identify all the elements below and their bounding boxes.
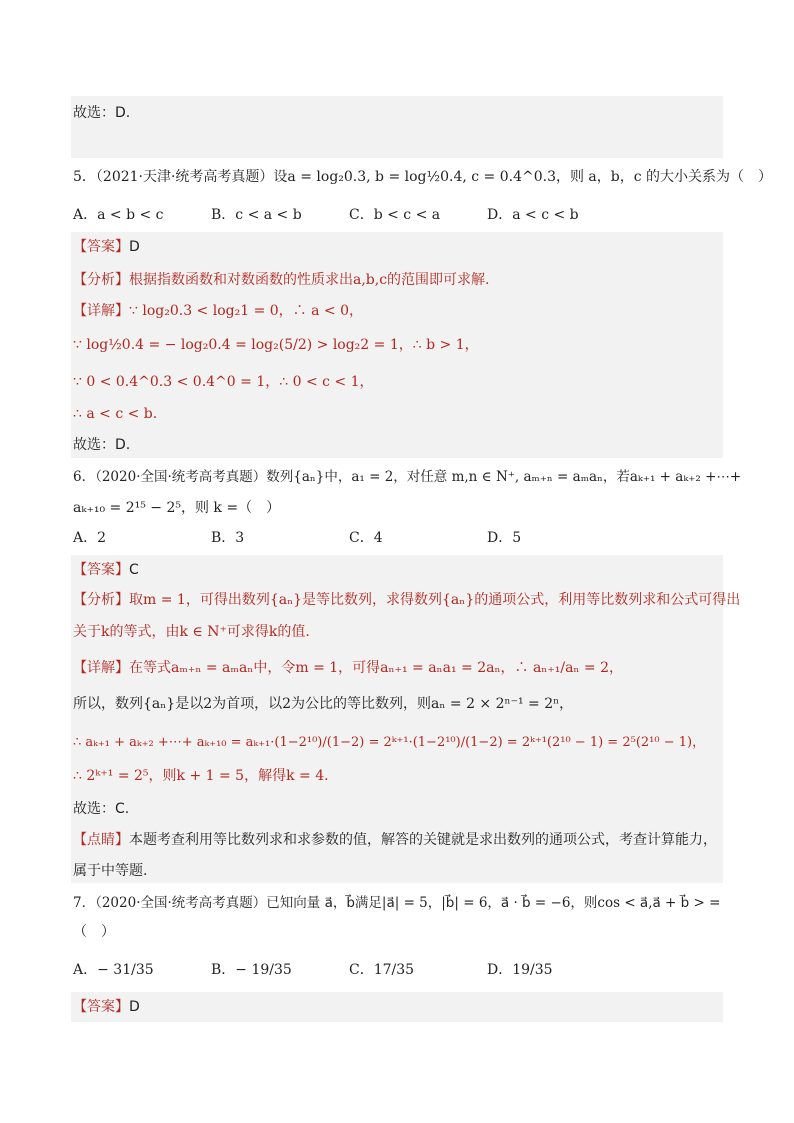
q6-detail-line-4: ∴ 2ᵏ⁺¹ = 2⁵，则k + 1 = 5，解得k = 4. [73, 768, 329, 784]
q5-answer-tag: 【答案】 [73, 239, 129, 255]
q7-option-c: C．17/35 [349, 962, 415, 978]
q6-conclusion: 故选：C. [73, 801, 130, 817]
q7-header-line-1: 7．（2020·全国·统考高考真题）已知向量 a⃗，b⃗满足|a⃗| = 5，|b⃗| = 6，a⃗ · b⃗ = −6，则cos < a⃗,a⃗ + b⃗ > = [73, 895, 721, 911]
q5-answer-row [73, 237, 140, 257]
q6-analysis-line-1: 取m = 1，可得出数列{aₙ}是等比数列，求得数列{aₙ}的通项公式，利用等比数列求和公式可得出 [129, 592, 741, 608]
solution-panel-q4-tail [71, 96, 723, 158]
q7-answer-tag: 【答案】 [73, 999, 129, 1015]
q5-analysis-tag: 【分析】 [73, 272, 129, 288]
q6-answer-tag: 【答案】 [73, 562, 129, 578]
q5-option-b: B．c < a < b [211, 207, 302, 223]
q5-detail-line-2: ∵ log½0.4 = − log₂0.4 = log₂(5/2) > log₂2 = 1，∴ b > 1， [73, 337, 479, 353]
q5-detail-line-1: ∵ log₂0.3 < log₂1 = 0，∴ a < 0， [129, 303, 363, 319]
q6-header-line-2: aₖ₊₁₀ = 2¹⁵ − 2⁵，则 k =（ ） [73, 500, 281, 516]
q5-detail-line-3: ∵ 0 < 0.4^0.3 < 0.4^0 = 1，∴ 0 < c < 1， [73, 374, 374, 390]
q6-comment-row [73, 830, 717, 850]
q6-analysis-row [73, 590, 740, 610]
q5-detail-tag: 【详解】 [73, 303, 129, 319]
q7-header-line-2: （ ） [73, 924, 115, 940]
q7-option-d: D．19/35 [487, 962, 553, 978]
q6-answer-row [73, 560, 139, 580]
q6-option-b: B．3 [211, 530, 245, 546]
q5-header: 5．（2021·天津·统考高考真题）设a = log₂0.3, b = log½0.4, c = 0.4^0.3，则 a，b，c 的大小关系为（ ） [73, 169, 773, 185]
q5-option-d: D．a < c < b [487, 207, 579, 223]
q5-detail-row [73, 301, 363, 321]
q6-comment-line-1: 本题考查利用等比数列求和求参数的值，解答的关键就是求出数列的通项公式，考查计算能力， [129, 832, 717, 848]
q5-analysis: 根据指数函数和对数函数的性质求出a,b,c的范围即可求解. [129, 272, 490, 288]
q6-header-line-1: 6．（2020·全国·统考高考真题）数列{aₙ}中，a₁ = 2，对任意 m,n ∈ N⁺, aₘ₊ₙ = aₘaₙ，若aₖ₊₁ + aₖ₊₂ +⋯+ [73, 469, 742, 485]
prev-conclusion: 故选：D. [73, 105, 131, 121]
q6-analysis-line-2: 关于k的等式，由k ∈ N⁺可求得k的值. [73, 624, 310, 640]
q5-conclusion: 故选：D. [73, 437, 131, 453]
q5-option-a: A．a < b < c [73, 207, 164, 223]
solution-panel-q7 [71, 992, 723, 1022]
q7-option-a: A．− 31/35 [73, 962, 154, 978]
q6-detail-line-3: ∴ aₖ₊₁ + aₖ₊₂ +⋯+ aₖ₊₁₀ = aₖ₊₁·(1−2¹⁰)/(1−2) = 2ᵏ⁺¹·(1−2¹⁰)/(1−2) = 2ᵏ⁺¹(2¹⁰ − 1) = 2⁵(2¹⁰ − 1)， [73, 735, 706, 750]
q6-comment-tag: 【点睛】 [73, 832, 129, 848]
q6-option-a: A．2 [73, 530, 107, 546]
q5-detail-line-4: ∴ a < c < b. [73, 406, 158, 422]
q7-answer: D [129, 999, 140, 1015]
q5-analysis-row [73, 270, 490, 290]
q7-answer-row [73, 997, 140, 1017]
q6-detail-row [73, 658, 623, 678]
q5-answer: D [129, 239, 140, 255]
q6-option-c: C．4 [349, 530, 383, 546]
q7-option-b: B．− 19/35 [211, 962, 292, 978]
q5-option-c: C．b < c < a [349, 207, 441, 223]
q6-option-d: D．5 [487, 530, 522, 546]
q6-detail-line-1: 在等式aₘ₊ₙ = aₘaₙ中，令m = 1，可得aₙ₊₁ = aₙa₁ = 2aₙ，∴ aₙ₊₁/aₙ = 2， [129, 660, 624, 676]
q6-detail-tag: 【详解】 [73, 660, 129, 676]
q6-comment-line-2: 属于中等题. [73, 863, 148, 879]
q6-detail-line-2: 所以，数列{aₙ}是以2为首项，以2为公比的等比数列，则aₙ = 2 × 2ⁿ⁻¹ = 2ⁿ， [73, 696, 574, 712]
q6-answer: C [129, 562, 139, 578]
q6-analysis-tag: 【分析】 [73, 592, 129, 608]
